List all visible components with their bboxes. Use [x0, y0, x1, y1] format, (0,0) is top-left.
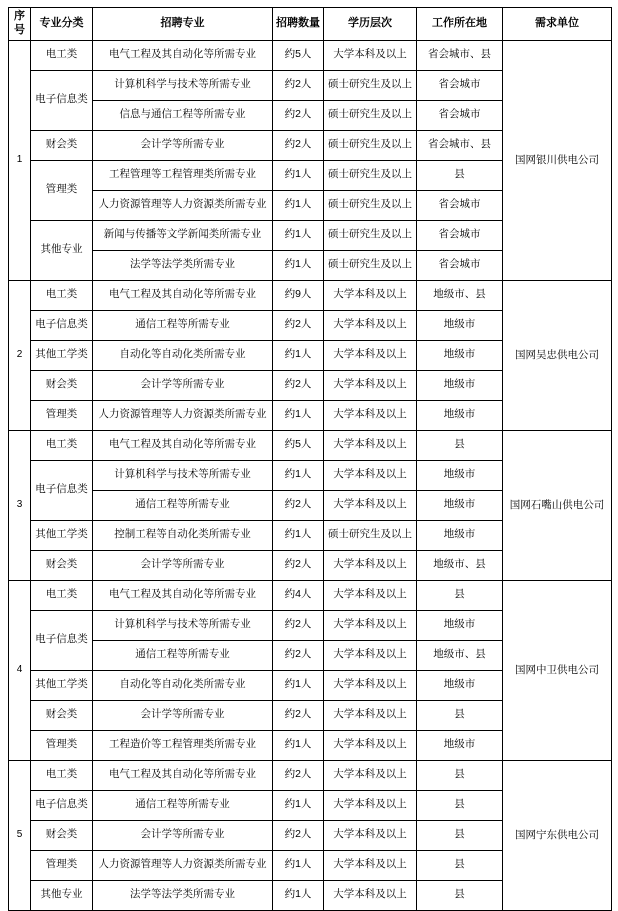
cell-recruit-quantity: 约1人	[273, 730, 324, 760]
cell-recruit-major: 电气工程及其自动化等所需专业	[93, 580, 273, 610]
cell-education-level: 大学本科及以上	[324, 40, 417, 70]
cell-education-level: 大学本科及以上	[324, 550, 417, 580]
cell-demand-unit: 国网银川供电公司	[503, 40, 612, 280]
cell-education-level: 硕士研究生及以上	[324, 160, 417, 190]
cell-sequence-number: 3	[9, 430, 31, 580]
column-header-quantity: 招聘数量	[273, 8, 324, 41]
cell-work-location: 地级市	[417, 670, 503, 700]
cell-recruit-quantity: 约1人	[273, 220, 324, 250]
cell-work-location: 县	[417, 580, 503, 610]
cell-work-location: 地级市	[417, 340, 503, 370]
cell-work-location: 地级市、县	[417, 640, 503, 670]
cell-education-level: 大学本科及以上	[324, 790, 417, 820]
cell-work-location: 地级市	[417, 730, 503, 760]
cell-major-category: 财会类	[31, 700, 93, 730]
cell-work-location: 县	[417, 880, 503, 910]
cell-recruit-major: 人力资源管理等人力资源类所需专业	[93, 190, 273, 220]
cell-recruit-major: 电气工程及其自动化等所需专业	[93, 430, 273, 460]
cell-education-level: 大学本科及以上	[324, 670, 417, 700]
cell-recruit-major: 法学等法学类所需专业	[93, 250, 273, 280]
cell-recruit-quantity: 约2人	[273, 70, 324, 100]
cell-recruit-quantity: 约2人	[273, 820, 324, 850]
cell-work-location: 省会城市、县	[417, 40, 503, 70]
table-header	[9, 8, 612, 41]
cell-work-location: 地级市	[417, 520, 503, 550]
cell-major-category: 财会类	[31, 370, 93, 400]
cell-recruit-major: 人力资源管理等人力资源类所需专业	[93, 400, 273, 430]
cell-recruit-major: 会计学等所需专业	[93, 820, 273, 850]
cell-major-category: 管理类	[31, 730, 93, 760]
cell-major-category: 电工类	[31, 40, 93, 70]
cell-recruit-quantity: 约1人	[273, 670, 324, 700]
cell-education-level: 硕士研究生及以上	[324, 220, 417, 250]
cell-education-level: 大学本科及以上	[324, 370, 417, 400]
cell-recruit-quantity: 约2人	[273, 370, 324, 400]
cell-recruit-major: 会计学等所需专业	[93, 370, 273, 400]
cell-recruit-major: 会计学等所需专业	[93, 550, 273, 580]
cell-major-category: 电子信息类	[31, 460, 93, 520]
cell-education-level: 大学本科及以上	[324, 460, 417, 490]
cell-education-level: 大学本科及以上	[324, 880, 417, 910]
column-header-unit: 需求单位	[503, 8, 612, 41]
cell-work-location: 省会城市	[417, 190, 503, 220]
table-row	[9, 760, 612, 790]
cell-recruit-major: 人力资源管理等人力资源类所需专业	[93, 850, 273, 880]
cell-major-category: 其他专业	[31, 220, 93, 280]
cell-education-level: 大学本科及以上	[324, 580, 417, 610]
cell-recruit-quantity: 约2人	[273, 610, 324, 640]
cell-recruit-quantity: 约5人	[273, 40, 324, 70]
cell-major-category: 其他工学类	[31, 670, 93, 700]
cell-major-category: 其他工学类	[31, 340, 93, 370]
cell-recruit-major: 计算机科学与技术等所需专业	[93, 460, 273, 490]
cell-work-location: 地级市、县	[417, 280, 503, 310]
table-row	[9, 40, 612, 70]
cell-recruit-quantity: 约1人	[273, 790, 324, 820]
cell-major-category: 管理类	[31, 850, 93, 880]
cell-recruit-quantity: 约2人	[273, 130, 324, 160]
cell-recruit-major: 会计学等所需专业	[93, 130, 273, 160]
cell-recruit-major: 新闻与传播等文学新闻类所需专业	[93, 220, 273, 250]
cell-education-level: 大学本科及以上	[324, 490, 417, 520]
cell-education-level: 硕士研究生及以上	[324, 190, 417, 220]
cell-work-location: 地级市	[417, 490, 503, 520]
table-row	[9, 430, 612, 460]
cell-major-category: 管理类	[31, 160, 93, 220]
cell-education-level: 大学本科及以上	[324, 400, 417, 430]
cell-major-category: 电工类	[31, 580, 93, 610]
cell-recruit-quantity: 约2人	[273, 640, 324, 670]
cell-work-location: 县	[417, 820, 503, 850]
cell-work-location: 省会城市	[417, 100, 503, 130]
cell-sequence-number: 4	[9, 580, 31, 760]
column-header-major: 招聘专业	[93, 8, 273, 41]
cell-recruit-quantity: 约1人	[273, 250, 324, 280]
cell-recruit-major: 电气工程及其自动化等所需专业	[93, 280, 273, 310]
cell-work-location: 省会城市	[417, 250, 503, 280]
cell-work-location: 县	[417, 760, 503, 790]
cell-education-level: 硕士研究生及以上	[324, 70, 417, 100]
cell-work-location: 县	[417, 430, 503, 460]
cell-recruit-major: 信息与通信工程等所需专业	[93, 100, 273, 130]
cell-major-category: 电子信息类	[31, 310, 93, 340]
cell-sequence-number: 5	[9, 760, 31, 910]
cell-recruit-major: 自动化等自动化类所需专业	[93, 670, 273, 700]
cell-major-category: 电子信息类	[31, 790, 93, 820]
cell-recruit-major: 工程管理等工程管理类所需专业	[93, 160, 273, 190]
cell-education-level: 大学本科及以上	[324, 430, 417, 460]
cell-work-location: 县	[417, 160, 503, 190]
cell-recruit-major: 法学等法学类所需专业	[93, 880, 273, 910]
cell-major-category: 管理类	[31, 400, 93, 430]
cell-education-level: 大学本科及以上	[324, 760, 417, 790]
cell-education-level: 大学本科及以上	[324, 610, 417, 640]
cell-major-category: 其他专业	[31, 880, 93, 910]
cell-major-category: 电工类	[31, 280, 93, 310]
cell-major-category: 财会类	[31, 130, 93, 160]
cell-demand-unit: 国网石嘴山供电公司	[503, 430, 612, 580]
cell-education-level: 硕士研究生及以上	[324, 100, 417, 130]
cell-sequence-number: 2	[9, 280, 31, 430]
cell-recruit-major: 计算机科学与技术等所需专业	[93, 610, 273, 640]
cell-work-location: 省会城市	[417, 220, 503, 250]
cell-recruit-major: 电气工程及其自动化等所需专业	[93, 760, 273, 790]
cell-recruit-major: 自动化等自动化类所需专业	[93, 340, 273, 370]
cell-recruit-major: 会计学等所需专业	[93, 700, 273, 730]
header-row	[9, 8, 612, 41]
cell-recruit-quantity: 约2人	[273, 490, 324, 520]
cell-recruit-quantity: 约1人	[273, 850, 324, 880]
cell-demand-unit: 国网中卫供电公司	[503, 580, 612, 760]
cell-work-location: 地级市	[417, 610, 503, 640]
cell-work-location: 地级市	[417, 460, 503, 490]
cell-recruit-major: 工程造价等工程管理类所需专业	[93, 730, 273, 760]
cell-recruit-major: 通信工程等所需专业	[93, 790, 273, 820]
cell-work-location: 县	[417, 850, 503, 880]
cell-recruit-major: 计算机科学与技术等所需专业	[93, 70, 273, 100]
cell-recruit-quantity: 约1人	[273, 880, 324, 910]
table-body	[9, 40, 612, 910]
column-header-seq: 序号	[9, 8, 31, 41]
cell-work-location: 省会城市、县	[417, 130, 503, 160]
cell-education-level: 硕士研究生及以上	[324, 130, 417, 160]
cell-education-level: 硕士研究生及以上	[324, 520, 417, 550]
cell-recruit-quantity: 约2人	[273, 310, 324, 340]
cell-education-level: 硕士研究生及以上	[324, 250, 417, 280]
cell-recruit-major: 控制工程等自动化类所需专业	[93, 520, 273, 550]
cell-recruit-quantity: 约1人	[273, 160, 324, 190]
table-row	[9, 580, 612, 610]
cell-education-level: 大学本科及以上	[324, 850, 417, 880]
cell-recruit-quantity: 约9人	[273, 280, 324, 310]
column-header-category: 专业分类	[31, 8, 93, 41]
column-header-location: 工作所在地	[417, 8, 503, 41]
cell-education-level: 大学本科及以上	[324, 280, 417, 310]
cell-education-level: 大学本科及以上	[324, 640, 417, 670]
cell-recruit-quantity: 约1人	[273, 340, 324, 370]
cell-recruit-quantity: 约2人	[273, 550, 324, 580]
cell-recruit-major: 通信工程等所需专业	[93, 310, 273, 340]
table-row	[9, 280, 612, 310]
cell-major-category: 电工类	[31, 430, 93, 460]
cell-recruit-quantity: 约1人	[273, 400, 324, 430]
cell-education-level: 大学本科及以上	[324, 730, 417, 760]
cell-major-category: 财会类	[31, 550, 93, 580]
cell-recruit-quantity: 约2人	[273, 760, 324, 790]
cell-sequence-number: 1	[9, 40, 31, 280]
cell-recruit-quantity: 约1人	[273, 190, 324, 220]
cell-education-level: 大学本科及以上	[324, 820, 417, 850]
cell-major-category: 其他工学类	[31, 520, 93, 550]
cell-work-location: 地级市	[417, 370, 503, 400]
cell-recruit-quantity: 约2人	[273, 100, 324, 130]
column-header-education: 学历层次	[324, 8, 417, 41]
cell-recruit-quantity: 约5人	[273, 430, 324, 460]
cell-major-category: 电子信息类	[31, 70, 93, 130]
cell-recruit-quantity: 约1人	[273, 520, 324, 550]
cell-work-location: 县	[417, 700, 503, 730]
cell-recruit-major: 通信工程等所需专业	[93, 640, 273, 670]
cell-recruit-quantity: 约4人	[273, 580, 324, 610]
cell-recruit-major: 电气工程及其自动化等所需专业	[93, 40, 273, 70]
cell-education-level: 大学本科及以上	[324, 700, 417, 730]
cell-recruit-quantity: 约2人	[273, 700, 324, 730]
cell-work-location: 省会城市	[417, 70, 503, 100]
cell-demand-unit: 国网宁东供电公司	[503, 760, 612, 910]
cell-demand-unit: 国网吴忠供电公司	[503, 280, 612, 430]
cell-major-category: 电子信息类	[31, 610, 93, 670]
cell-work-location: 地级市、县	[417, 550, 503, 580]
cell-recruit-major: 通信工程等所需专业	[93, 490, 273, 520]
cell-education-level: 大学本科及以上	[324, 340, 417, 370]
cell-major-category: 财会类	[31, 820, 93, 850]
cell-work-location: 县	[417, 790, 503, 820]
cell-education-level: 大学本科及以上	[324, 310, 417, 340]
cell-work-location: 地级市	[417, 310, 503, 340]
cell-work-location: 地级市	[417, 400, 503, 430]
cell-recruit-quantity: 约1人	[273, 460, 324, 490]
cell-major-category: 电工类	[31, 760, 93, 790]
